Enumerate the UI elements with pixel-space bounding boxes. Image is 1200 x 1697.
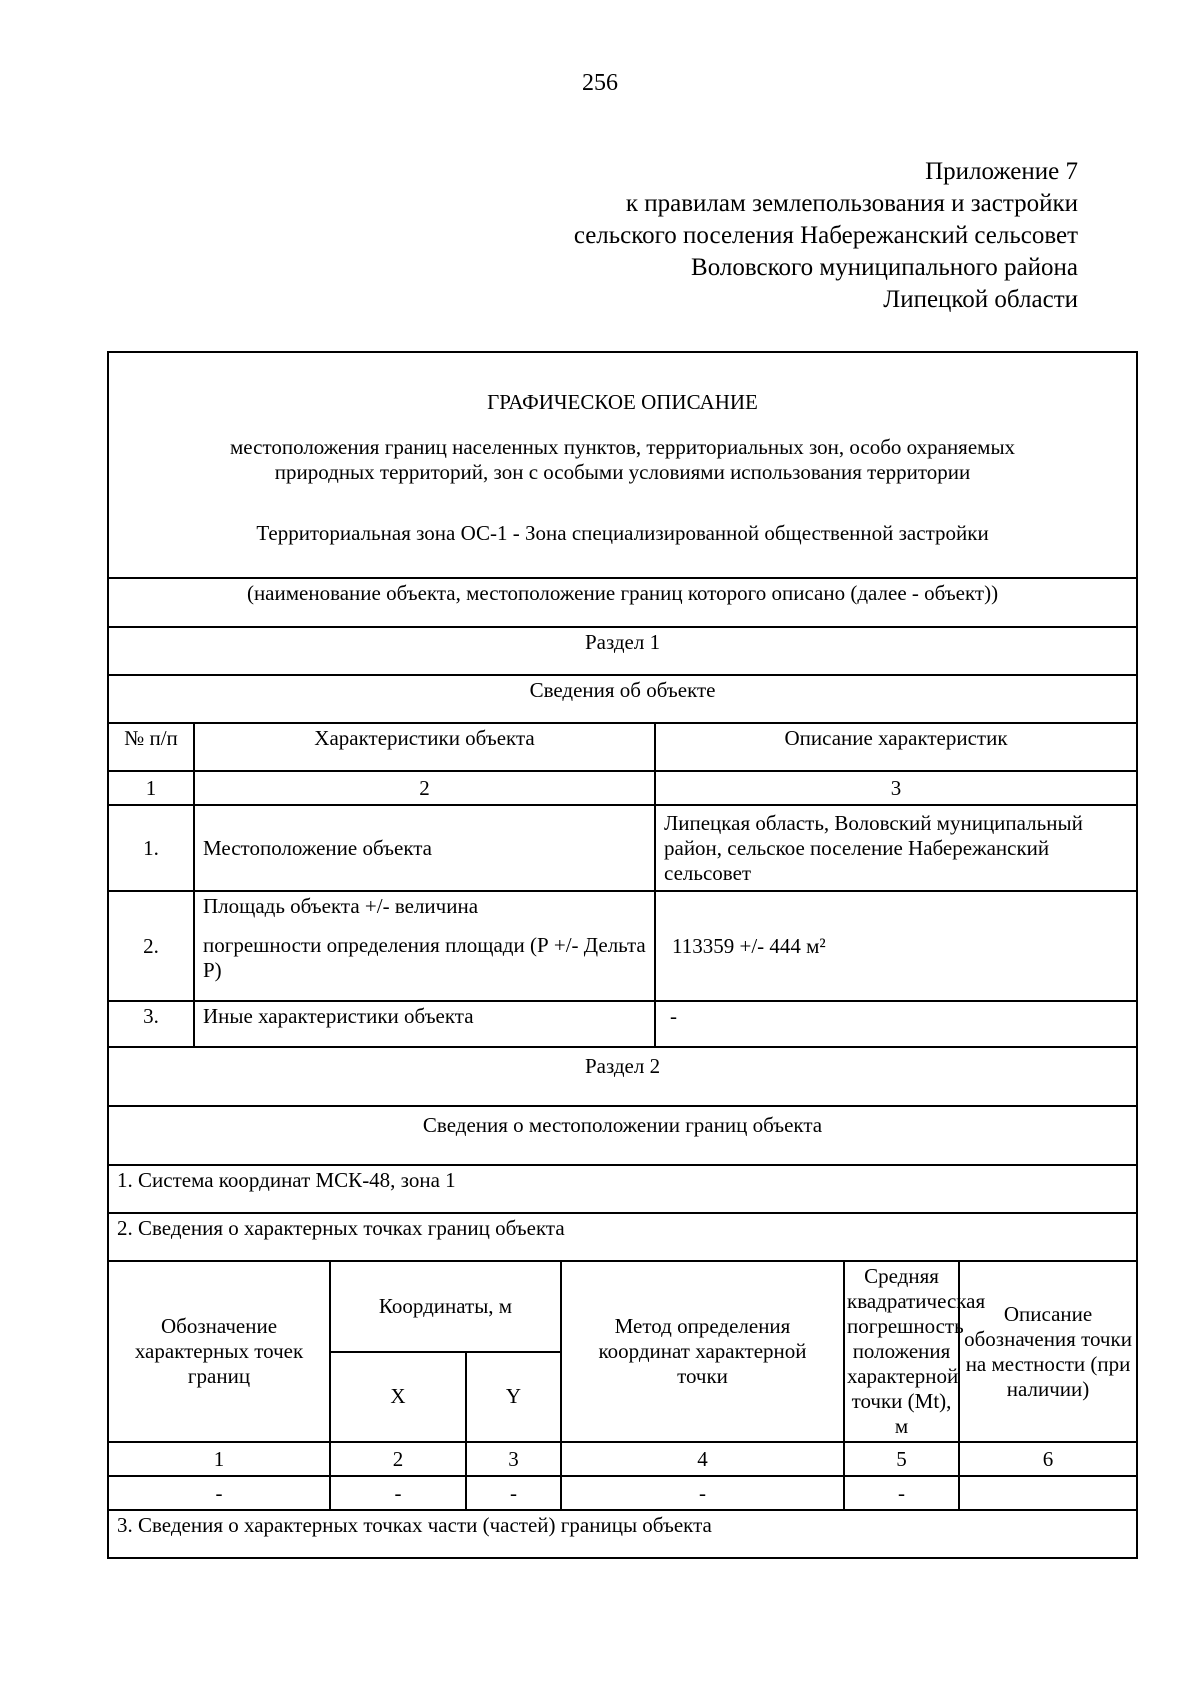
coordinate-system: 1. Система координат МСК-48, зона 1 [108, 1165, 1137, 1213]
row-characteristic [194, 891, 655, 1001]
row-description: - [655, 1001, 1137, 1047]
parts-heading: 3. Сведения о характерных точках части (частей) границы объекта [108, 1510, 1137, 1558]
col-number: 1 [108, 771, 194, 805]
table-cell: - [561, 1476, 844, 1510]
description-line: местоположения границ населенных пунктов, территориальных зон, особо охраняемых [230, 435, 1016, 459]
header-cell [108, 352, 1137, 578]
appendix-line: к правилам землепользования и застройки [625, 190, 1078, 217]
section1-title: Раздел 1 [108, 627, 1137, 675]
col-header-characteristic: Характеристики объекта [194, 723, 655, 771]
row-description: 113359 +/- 444 м² [655, 891, 1137, 1001]
col-header-num: № п/п [108, 723, 194, 771]
points-heading: 2. Сведения о характерных точках границ объекта [108, 1213, 1137, 1261]
characteristic-line: погрешности определения площади (Р +/- Дельта Р) [203, 933, 646, 982]
section1-subtitle: Сведения об объекте [108, 675, 1137, 723]
col-header-point-description: Описание обозначения точки на местности (при наличии) [959, 1261, 1137, 1442]
col-header-description: Описание характеристик [655, 723, 1137, 771]
col-header-method: Метод определения координат характерной точки [561, 1261, 844, 1442]
table-cell: - [108, 1476, 330, 1510]
col-number: 5 [844, 1442, 959, 1476]
col-number: 6 [959, 1442, 1137, 1476]
appendix-line: сельского поселения Набережанский сельсовет [573, 222, 1078, 249]
object-caption: (наименование объекта, местоположение границ которого описано (далее - объект)) [108, 578, 1137, 627]
col-number: 3 [466, 1442, 561, 1476]
col-number: 2 [194, 771, 655, 805]
col-header-error: Средняя квадратическая погрешность положения характерной точки (Mt), м [844, 1261, 959, 1442]
col-header-coordinates: Координаты, м [330, 1261, 561, 1352]
characteristic-line: Площадь объекта +/- величина [203, 894, 479, 918]
table-cell: - [466, 1476, 561, 1510]
appendix-line: Воловского муниципального района [691, 254, 1078, 281]
section2-subtitle: Сведения о местоположении границ объекта [108, 1106, 1137, 1165]
col-number: 3 [655, 771, 1137, 805]
table-cell: - [330, 1476, 466, 1510]
graphic-description-table [107, 351, 1138, 1559]
row-characteristic: Местоположение объекта [194, 805, 655, 891]
document-title: ГРАФИЧЕСКОЕ ОПИСАНИЕ [487, 390, 758, 414]
appendix-line: Приложение 7 [925, 158, 1078, 185]
table-cell [959, 1476, 1137, 1510]
col-header-designation: Обозначение характерных точек границ [108, 1261, 330, 1442]
zone-name: Территориальная зона ОС-1 - Зона специализированной общественной застройки [256, 521, 989, 545]
row-characteristic: Иные характеристики объекта [194, 1001, 655, 1047]
appendix-block [378, 156, 1078, 316]
col-header-x: X [330, 1352, 466, 1443]
appendix-line: Липецкой области [883, 286, 1078, 313]
description-line: природных территорий, зон с особыми условиями использования территории [274, 460, 971, 484]
col-number: 4 [561, 1442, 844, 1476]
row-description: Липецкая область, Воловский муниципальный район, сельское поселение Набережанский сельсовет [655, 805, 1137, 891]
col-number: 2 [330, 1442, 466, 1476]
section2-title: Раздел 2 [108, 1047, 1137, 1106]
row-num: 1. [108, 805, 194, 891]
col-header-y: Y [466, 1352, 561, 1443]
row-num: 2. [108, 891, 194, 1001]
page-number: 256 [582, 70, 618, 96]
row-num: 3. [108, 1001, 194, 1047]
col-number: 1 [108, 1442, 330, 1476]
table-cell: - [844, 1476, 959, 1510]
